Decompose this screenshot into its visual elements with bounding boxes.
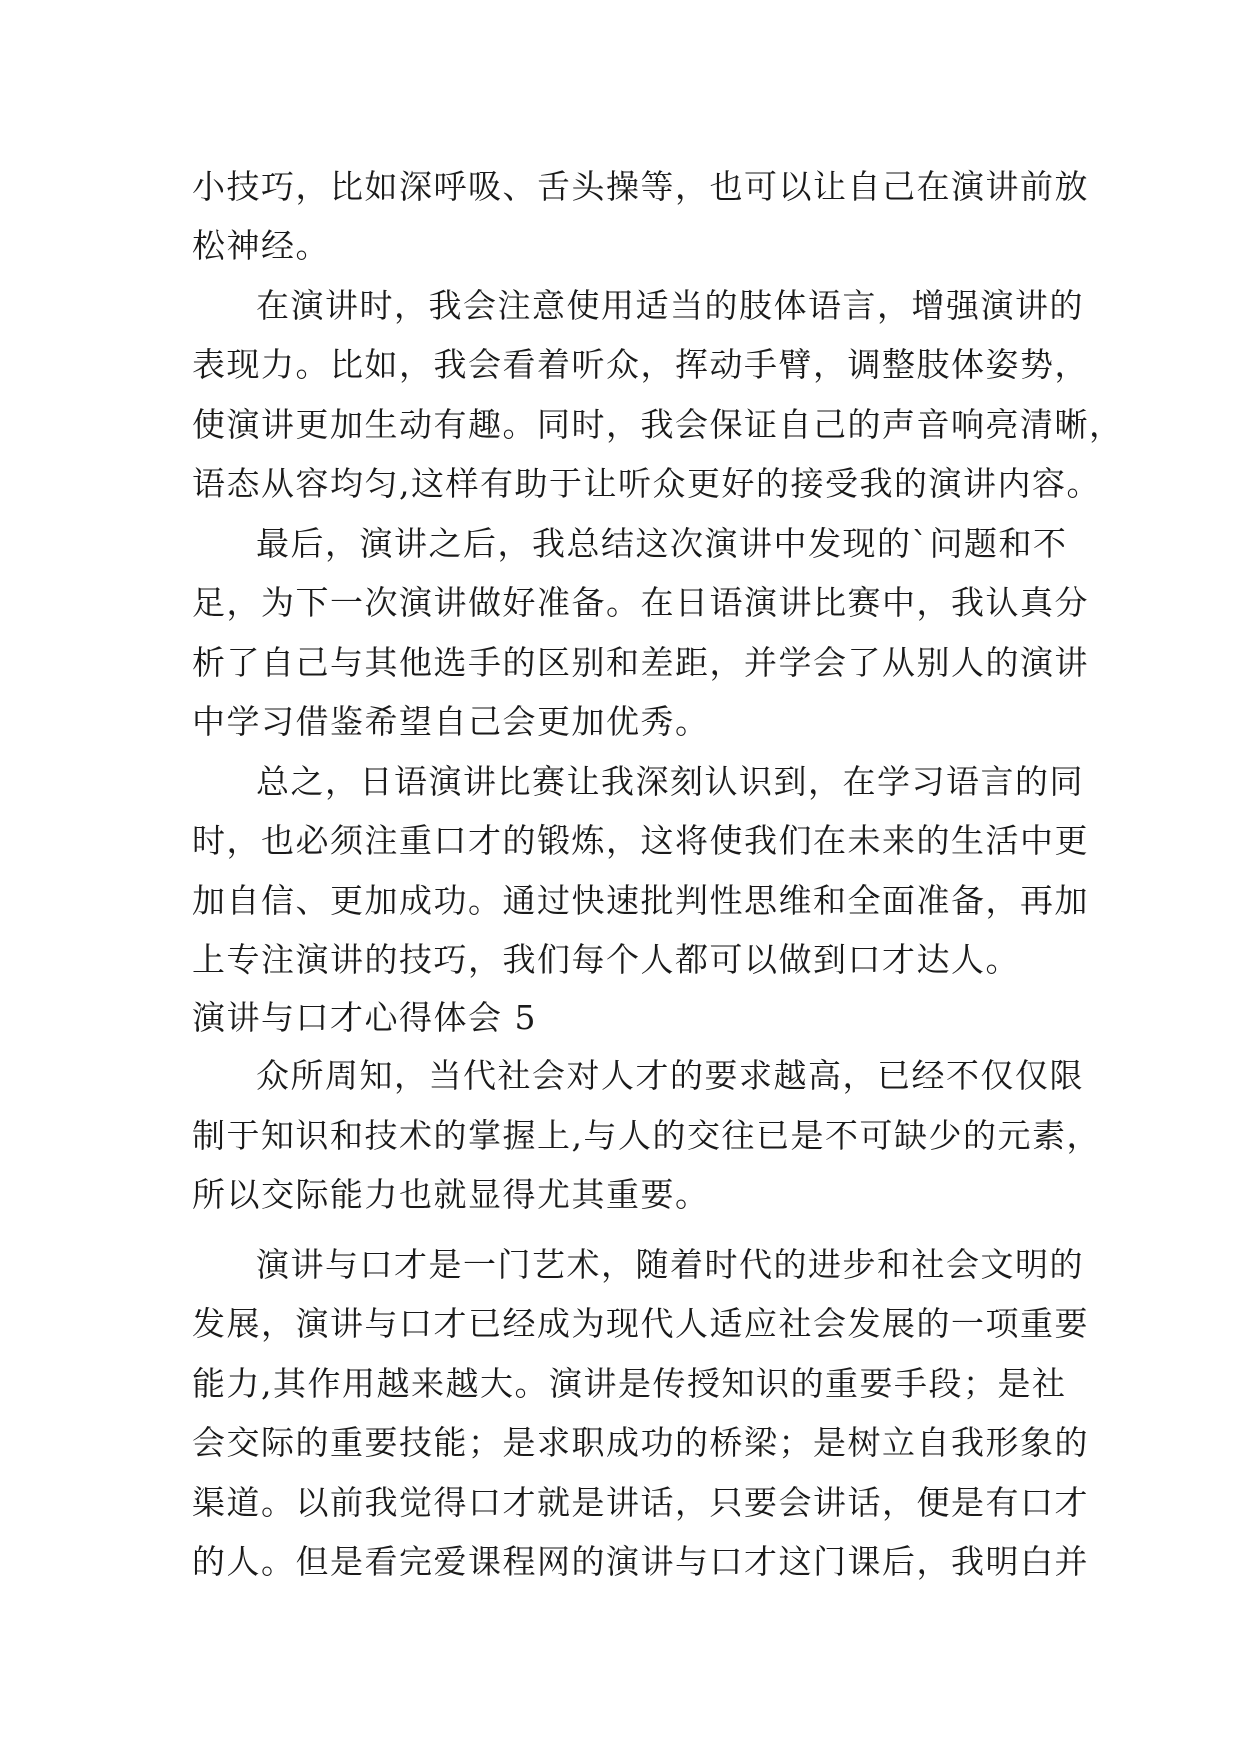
text-line: 渠道。以前我觉得口才就是讲话，只要会讲话，便是有口才 <box>192 1483 1089 1522</box>
text-line: 析了自己与其他选手的区别和差距，并学会了从别人的演讲 <box>192 643 1089 682</box>
text-line: 时，也必须注重口才的锻炼，这将使我们在未来的生活中更 <box>192 821 1089 860</box>
text-line: 松神经。 <box>192 226 330 265</box>
text-line: 表现力。比如，我会看着听众，挥动手臂，调整肢体姿势， <box>192 345 1089 384</box>
paragraph-first-line: 演讲与口才是一门艺术，随着时代的进步和社会文明的 <box>256 1245 1084 1284</box>
text-line: 的人。但是看完爱课程网的演讲与口才这门课后，我明白并 <box>192 1542 1089 1581</box>
text-line: 会交际的重要技能；是求职成功的桥梁；是树立自我形象的 <box>192 1423 1089 1462</box>
text-line: 加自信、更加成功。通过快速批判性思维和全面准备，再加 <box>192 881 1089 920</box>
text-line: 能力,其作用越来越大。演讲是传授知识的重要手段；是社 <box>192 1364 1067 1403</box>
text-line: 上专注演讲的技巧，我们每个人都可以做到口才达人。 <box>192 940 1020 979</box>
text-line: 小技巧，比如深呼吸、舌头操等，也可以让自己在演讲前放 <box>192 167 1089 206</box>
text-line: 制于知识和技术的掌握上,与人的交往已是不可缺少的元素， <box>192 1116 1101 1155</box>
paragraph-first-line: 众所周知，当代社会对人才的要求越高，已经不仅仅限 <box>256 1056 1084 1095</box>
paragraph-first-line: 最后，演讲之后，我总结这次演讲中发现的`问题和不 <box>256 524 1068 563</box>
text-line: 语态从容均匀,这样有助于让听众更好的接受我的演讲内容。 <box>192 464 1101 503</box>
section-heading: 演讲与口才心得体会 5 <box>192 998 537 1037</box>
text-line: 发展，演讲与口才已经成为现代人适应社会发展的一项重要 <box>192 1304 1089 1343</box>
text-line: 足，为下一次演讲做好准备。在日语演讲比赛中，我认真分 <box>192 583 1089 622</box>
text-line: 使演讲更加生动有趣。同时，我会保证自己的声音响亮清晰， <box>192 405 1124 444</box>
paragraph-first-line: 总之，日语演讲比赛让我深刻认识到，在学习语言的同 <box>256 762 1084 801</box>
paragraph-first-line: 在演讲时，我会注意使用适当的肢体语言，增强演讲的 <box>256 286 1084 325</box>
text-line: 所以交际能力也就显得尤其重要。 <box>192 1175 710 1214</box>
text-line: 中学习借鉴希望自己会更加优秀。 <box>192 702 710 741</box>
